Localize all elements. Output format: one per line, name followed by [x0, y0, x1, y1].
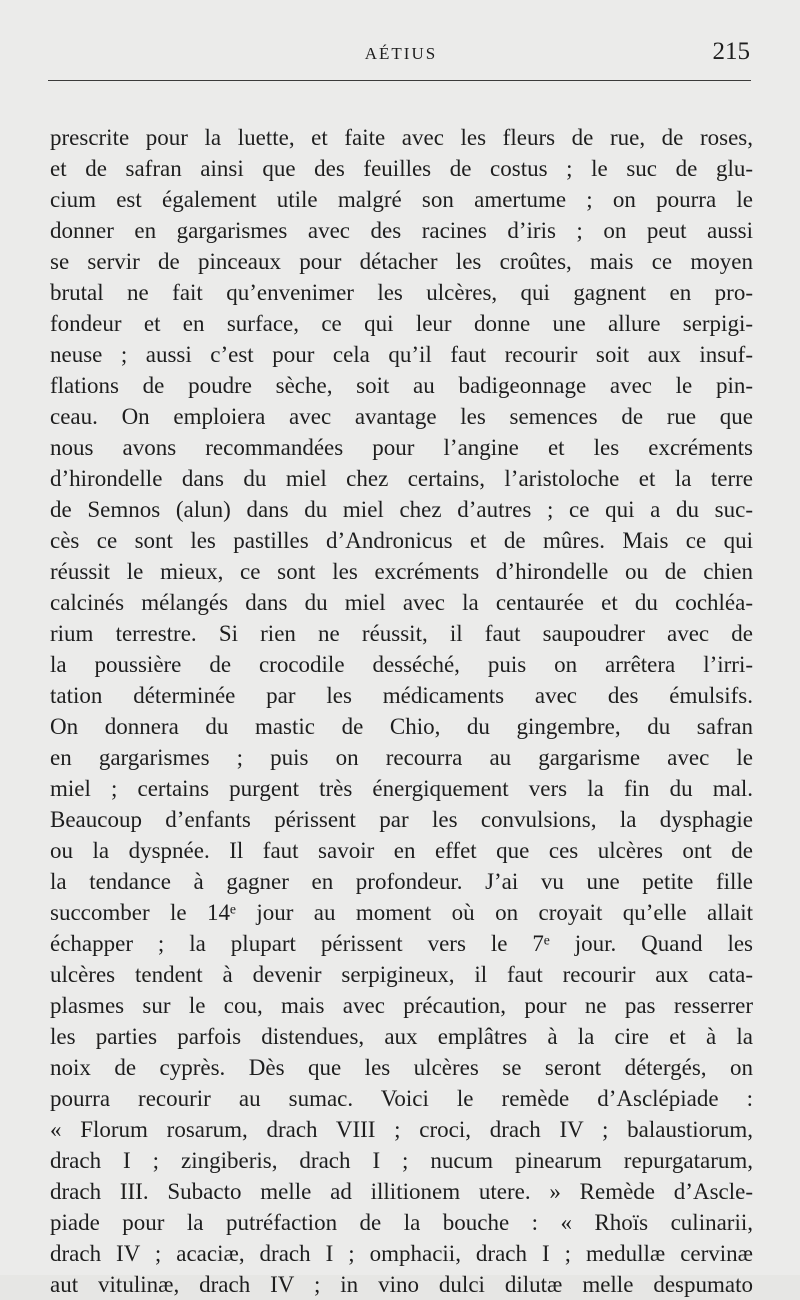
text-line: réussit le mieux, ce sont les excréments d’hirondelle ou de chien	[50, 559, 753, 584]
text-line: piade pour la putréfaction de la bouche : « Rhoïs culinarii,	[50, 1210, 753, 1235]
text-line: pourra recourir au sumac. Voici le remède d’Asclépiade :	[50, 1086, 753, 1111]
text-line: les parties parfois distendues, aux emplâtres à la cire et à la	[50, 1024, 753, 1049]
text-line: cès ce sont les pastilles d’Andronicus et de mûres. Mais ce qui	[50, 528, 753, 553]
body-text	[50, 122, 753, 1300]
text-line: drach I ; zingiberis, drach I ; nucum pinearum repurgatarum,	[50, 1148, 753, 1173]
text-line: cium est également utile malgré son amertume ; on pourra le	[50, 187, 753, 212]
text-line: de Semnos (alun) dans du miel chez d’autres ; ce qui a du suc-	[50, 497, 753, 522]
text-line: tation déterminée par les médicaments avec des émulsifs.	[50, 683, 753, 708]
text-line: drach IV ; acaciæ, drach I ; omphacii, drach I ; medullæ cervinæ	[50, 1241, 753, 1266]
text-line: plasmes sur le cou, mais avec précaution, pour ne pas resserrer	[50, 993, 753, 1018]
text-line: succomber le 14ᵉ jour au moment où on croyait qu’elle allait	[50, 900, 753, 925]
page-number: 215	[712, 38, 750, 65]
text-line: fondeur et en surface, ce qui leur donne une allure serpigi-	[50, 311, 753, 336]
text-line: se servir de pinceaux pour détacher les croûtes, mais ce moyen	[50, 249, 753, 274]
text-line: noix de cyprès. Dès que les ulcères se seront détergés, on	[50, 1055, 753, 1080]
text-line: aut vitulinæ, drach IV ; in vino dulci dilutæ melle despumato	[50, 1272, 753, 1297]
running-title: AÉTIUS	[364, 44, 438, 63]
text-line: en gargarismes ; puis on recourra au gargarisme avec le	[50, 745, 753, 770]
text-line: calcinés mélangés dans du miel avec la centaurée et du cochléa-	[50, 590, 753, 615]
text-line: nous avons recommandées pour l’angine et les excréments	[50, 435, 753, 460]
text-line: ulcères tendent à devenir serpigineux, il faut recourir aux cata-	[50, 962, 753, 987]
text-line: prescrite pour la luette, et faite avec les fleurs de rue, de roses,	[50, 125, 753, 150]
text-line: brutal ne fait qu’envenimer les ulcères, qui gagnent en pro-	[50, 280, 753, 305]
page-header	[50, 38, 752, 78]
text-line: rium terrestre. Si rien ne réussit, il faut saupoudrer avec de	[50, 621, 753, 646]
text-line: échapper ; la plupart périssent vers le 7ᵉ jour. Quand les	[50, 931, 753, 956]
text-line: la poussière de crocodile desséché, puis on arrêtera l’irri-	[50, 652, 753, 677]
text-line: « Florum rosarum, drach VIII ; croci, drach IV ; balaustiorum,	[50, 1117, 753, 1142]
header-rule	[48, 80, 751, 81]
text-line: la tendance à gagner en profondeur. J’ai vu une petite fille	[50, 869, 753, 894]
text-line: Beaucoup d’enfants périssent par les convulsions, la dysphagie	[50, 807, 753, 832]
text-line: et de safran ainsi que des feuilles de costus ; le suc de glu-	[50, 156, 753, 181]
text-line: On donnera du mastic de Chio, du gingembre, du safran	[50, 714, 753, 739]
text-line: flations de poudre sèche, soit au badigeonnage avec le pin-	[50, 373, 753, 398]
text-line: d’hirondelle dans du miel chez certains, l’aristoloche et la terre	[50, 466, 753, 491]
text-line: donner en gargarismes avec des racines d’iris ; on peut aussi	[50, 218, 753, 243]
text-line: miel ; certains purgent très énergiquement vers la fin du mal.	[50, 776, 753, 801]
text-line: drach III. Subacto melle ad illitionem utere. » Remède d’Ascle-	[50, 1179, 753, 1204]
text-line: ceau. On emploiera avec avantage les semences de rue que	[50, 404, 753, 429]
text-line: neuse ; aussi c’est pour cela qu’il faut recourir soit aux insuf-	[50, 342, 753, 367]
text-line: ou la dyspnée. Il faut savoir en effet que ces ulcères ont de	[50, 838, 753, 863]
